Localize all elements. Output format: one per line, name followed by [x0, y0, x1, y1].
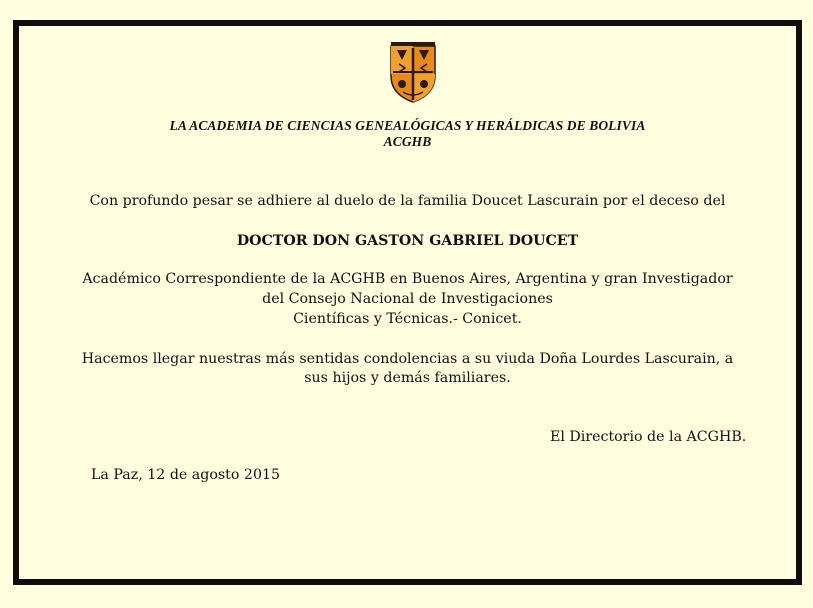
organization-abbreviation: ACGHB [383, 134, 432, 149]
honoree-name: DOCTOR DON GASTON GABRIEL DOUCET [236, 233, 579, 249]
role-line: del Consejo Nacional de Investigaciones [262, 291, 553, 307]
place-date: La Paz, 12 de agosto 2015 [91, 467, 281, 483]
intro-text: Con profundo pesar se adhiere al duelo de la familia Doucet Lascurain por el deceso del [89, 193, 726, 209]
organization-name: LA ACADEMIA DE CIENCIAS GENEALÓGICAS Y HERÁLDICAS DE BOLIVIA [169, 118, 646, 133]
role-line: Académico Correspondiente de la ACGHB en Buenos Aires, Argentina y gran Investigador [82, 271, 733, 287]
signature: El Directorio de la ACGHB. [550, 429, 747, 445]
condolence-line: Hacemos llegar nuestras más sentidas condolencias a su viuda Doña Lourdes Lascurain, a [81, 351, 734, 367]
condolence-line: sus hijos y demás familiares. [304, 370, 511, 386]
heraldic-crest-icon [387, 42, 439, 104]
notice-frame [13, 20, 802, 585]
role-line: Científicas y Técnicas.- Conicet. [293, 311, 522, 327]
